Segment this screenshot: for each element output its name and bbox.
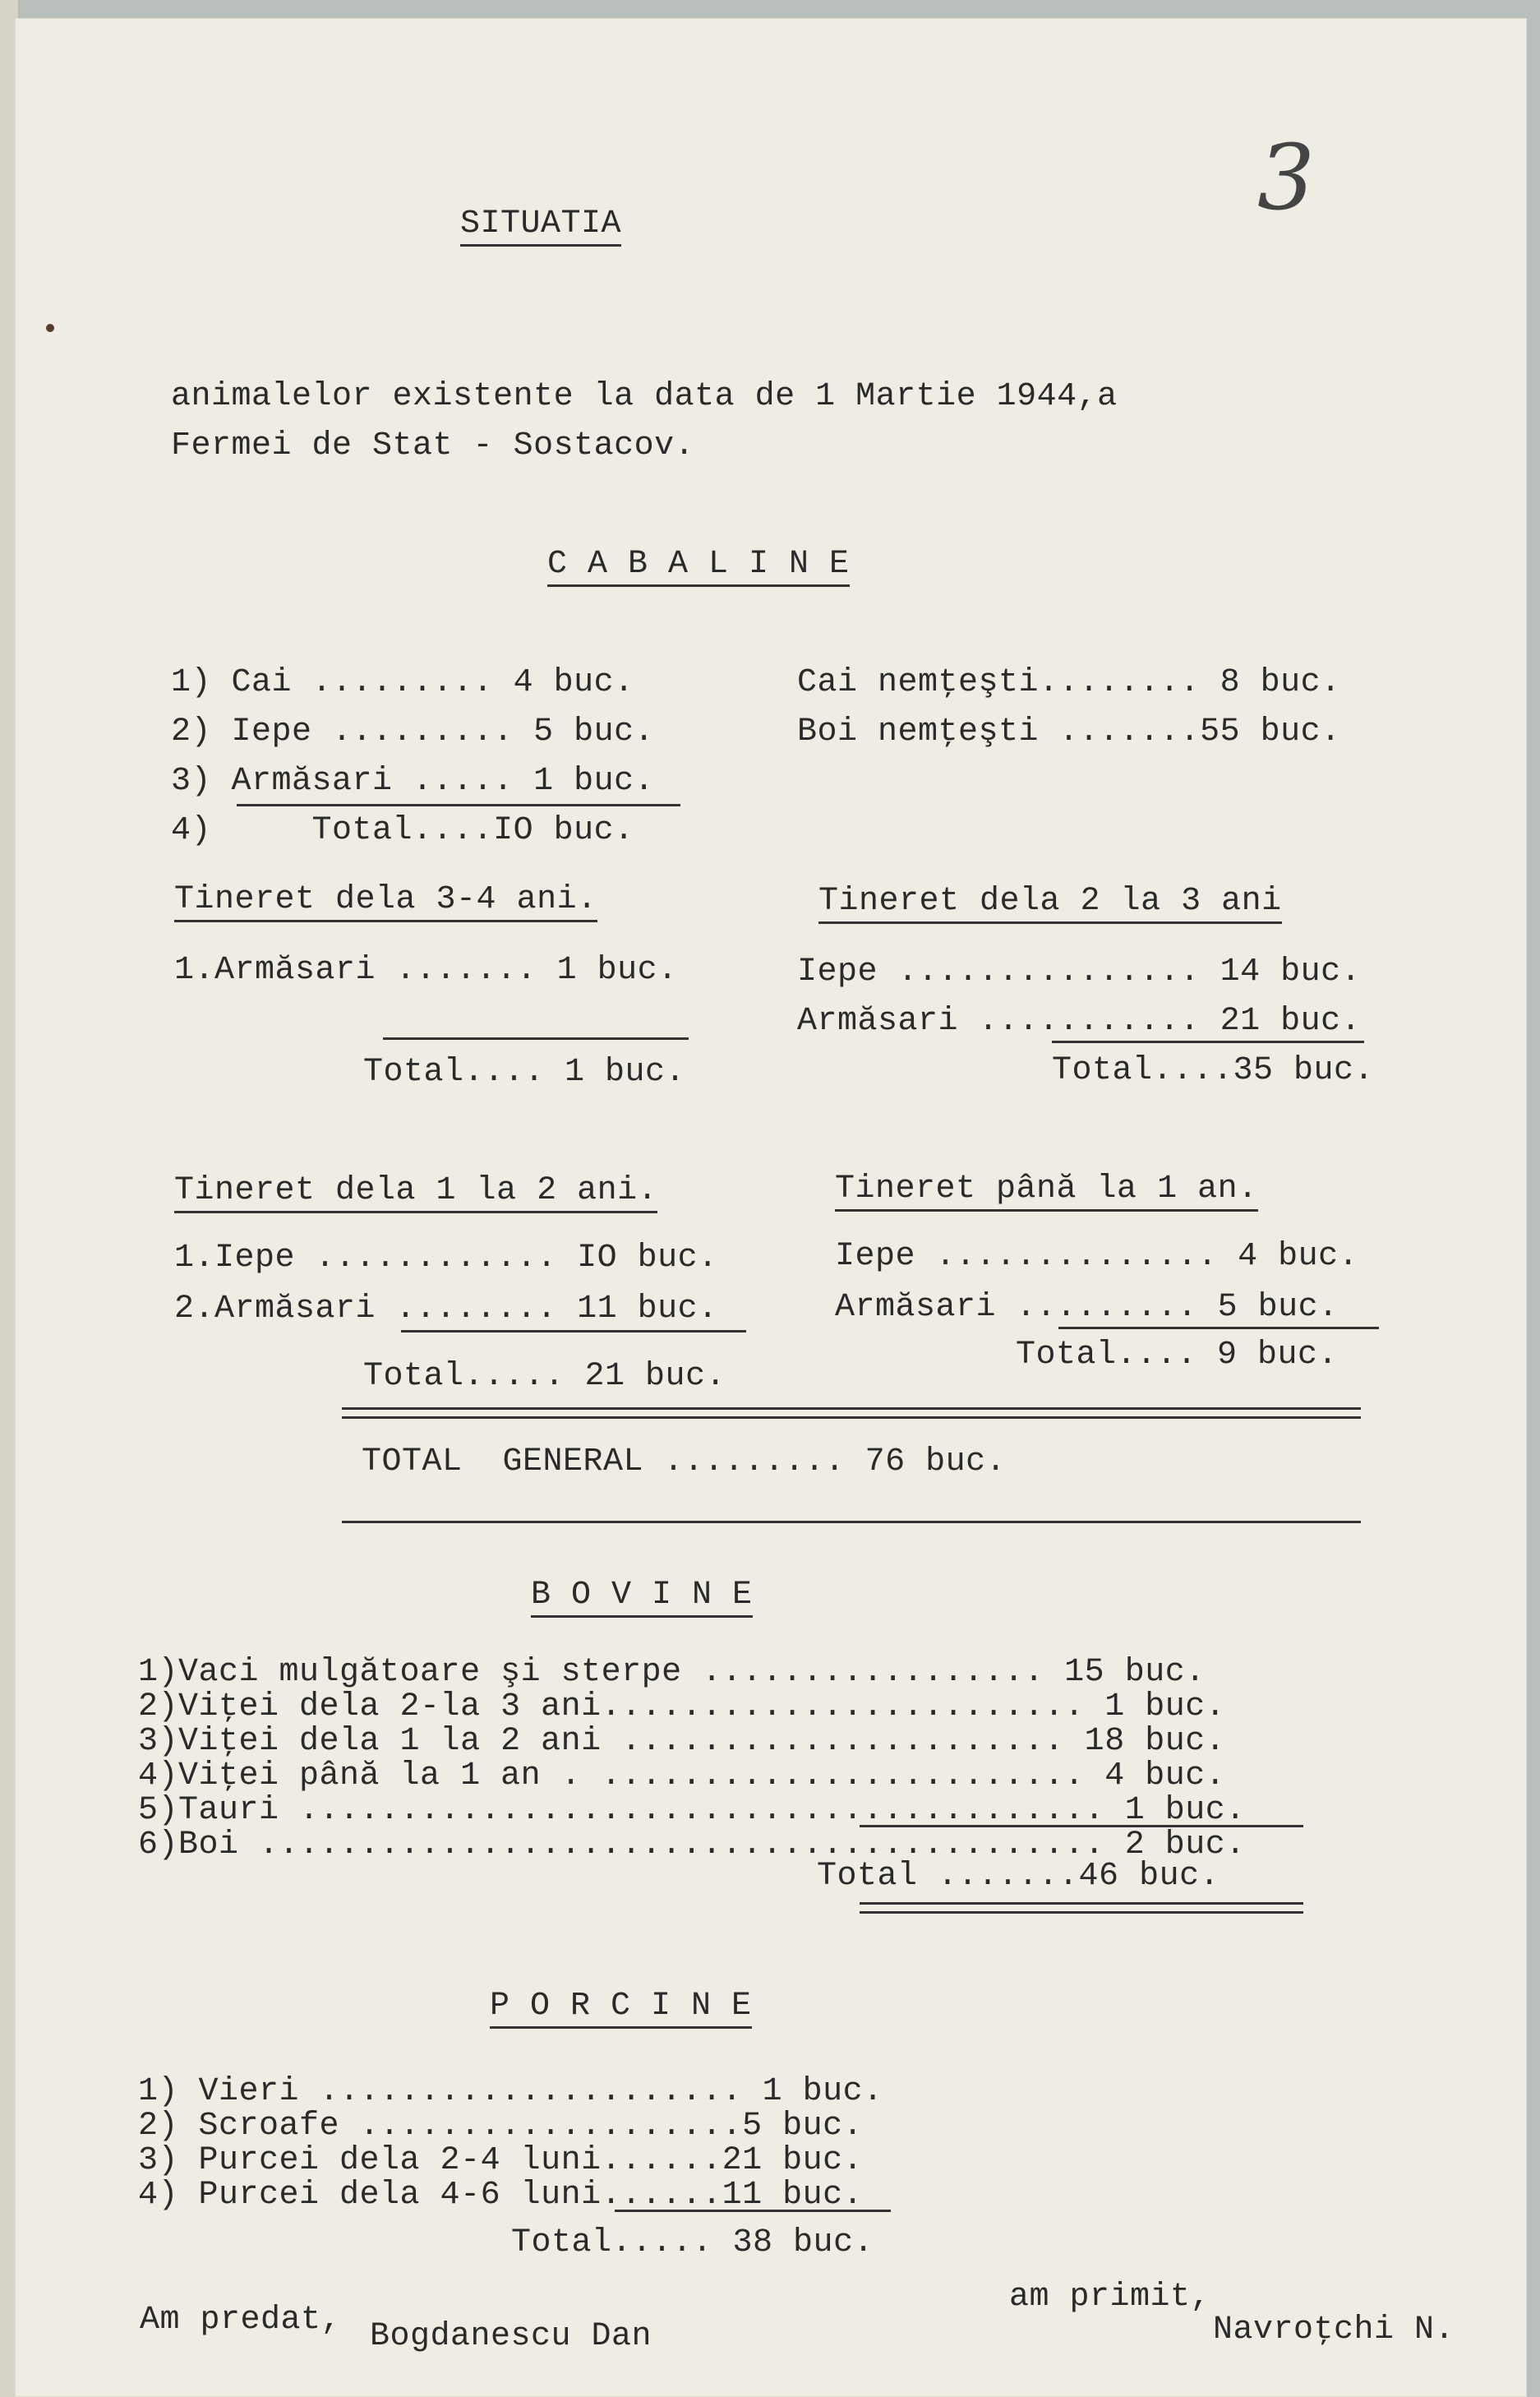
group-1-2-item-1: 1.Iepe ............ IO buc. bbox=[174, 1240, 718, 1277]
underline bbox=[342, 1521, 1361, 1523]
bovine-item-3: 3)Viţei dela 1 la 2 ani ...................... 18 buc. bbox=[138, 1723, 1226, 1760]
ink-speck bbox=[46, 324, 54, 332]
cabaline-right-item-2: Boi nemţeşti .......55 buc. bbox=[797, 714, 1341, 751]
cabaline-item-4: 4) Total....IO buc. bbox=[171, 812, 634, 849]
signature-right-name: Navroţchi N. bbox=[1213, 2312, 1455, 2349]
underline bbox=[237, 804, 680, 806]
group-2-3-item-1: Iepe ............... 14 buc. bbox=[797, 954, 1362, 991]
underline bbox=[860, 1825, 1303, 1827]
cabaline-grand-total: TOTAL GENERAL ......... 76 buc. bbox=[362, 1443, 1007, 1480]
bovine-total: Total .......46 buc. bbox=[817, 1858, 1220, 1895]
group-heading-0-1: Tineret până la 1 an. bbox=[835, 1171, 1258, 1208]
bovine-item-5: 5)Tauri ........................................ 1 buc. bbox=[138, 1792, 1246, 1829]
group-1-2-item-2: 2.Armăsari ........ 11 buc. bbox=[174, 1291, 718, 1328]
bovine-item-1: 1)Vaci mulgătoare şi sterpe ................. 15 buc. bbox=[138, 1654, 1206, 1691]
group-1-2-total: Total..... 21 buc. bbox=[363, 1358, 726, 1395]
intro-line-2: Fermei de Stat - Sostacov. bbox=[171, 427, 695, 464]
section-heading-cabaline: C A B A L I N E bbox=[547, 546, 850, 584]
signature-left-label: Am predat, bbox=[140, 2302, 342, 2339]
bovine-item-2: 2)Viţei dela 2-la 3 ani........................ 1 buc. bbox=[138, 1688, 1226, 1725]
group-0-1-item-1: Iepe .............. 4 buc. bbox=[835, 1238, 1359, 1275]
underline bbox=[401, 1330, 746, 1332]
group-heading-1-2: Tineret dela 1 la 2 ani. bbox=[174, 1172, 657, 1210]
group-0-1-item-2: Armăsari ......... 5 buc. bbox=[835, 1289, 1339, 1326]
porcine-item-4: 4) Purcei dela 4-6 luni......11 buc. bbox=[138, 2177, 864, 2214]
group-3-4-total: Total.... 1 buc. bbox=[363, 1054, 686, 1091]
porcine-total: Total..... 38 buc. bbox=[511, 2224, 874, 2261]
document-title: SITUATIA bbox=[460, 206, 621, 243]
double-rule bbox=[342, 1407, 1361, 1419]
underline bbox=[383, 1037, 689, 1040]
double-rule bbox=[860, 1902, 1303, 1914]
section-heading-porcine: P O R C I N E bbox=[490, 1988, 752, 2025]
cabaline-item-2: 2) Iepe ......... 5 buc. bbox=[171, 714, 655, 751]
porcine-item-2: 2) Scroafe ...................5 buc. bbox=[138, 2108, 864, 2145]
cabaline-item-3: 3) Armăsari ..... 1 buc. bbox=[171, 763, 655, 800]
signature-right-label: am primit, bbox=[1009, 2279, 1211, 2316]
group-2-3-item-2: Armăsari ........... 21 buc. bbox=[797, 1003, 1362, 1040]
bovine-item-4: 4)Viţei până la 1 an . ........................ 4 buc. bbox=[138, 1757, 1226, 1794]
porcine-item-1: 1) Vieri ..................... 1 buc. bbox=[138, 2073, 883, 2110]
intro-line-1: animalelor existente la data de 1 Martie 1944,a bbox=[171, 378, 1118, 415]
group-heading-2-3: Tineret dela 2 la 3 ani bbox=[818, 883, 1282, 921]
document-page bbox=[15, 18, 1527, 2397]
cabaline-right-item-1: Cai nemţeşti........ 8 buc. bbox=[797, 664, 1341, 701]
handwritten-page-number: 3 bbox=[1257, 125, 1315, 230]
group-heading-3-4: Tineret dela 3-4 ani. bbox=[174, 881, 597, 919]
section-heading-bovine: B O V I N E bbox=[531, 1577, 753, 1614]
bovine-item-6: 6)Boi .......................................... 2 buc. bbox=[138, 1827, 1246, 1864]
underline bbox=[615, 2210, 891, 2212]
signature-left-name: Bogdanescu Dan bbox=[370, 2318, 652, 2355]
group-0-1-total: Total.... 9 buc. bbox=[1016, 1337, 1339, 1374]
group-2-3-total: Total....35 buc. bbox=[1052, 1052, 1375, 1089]
underline bbox=[1052, 1041, 1364, 1043]
cabaline-item-1: 1) Cai ......... 4 buc. bbox=[171, 664, 634, 701]
porcine-item-3: 3) Purcei dela 2-4 luni......21 buc. bbox=[138, 2142, 864, 2179]
underline bbox=[1058, 1327, 1379, 1329]
group-3-4-item-1: 1.Armăsari ....... 1 buc. bbox=[174, 952, 678, 989]
